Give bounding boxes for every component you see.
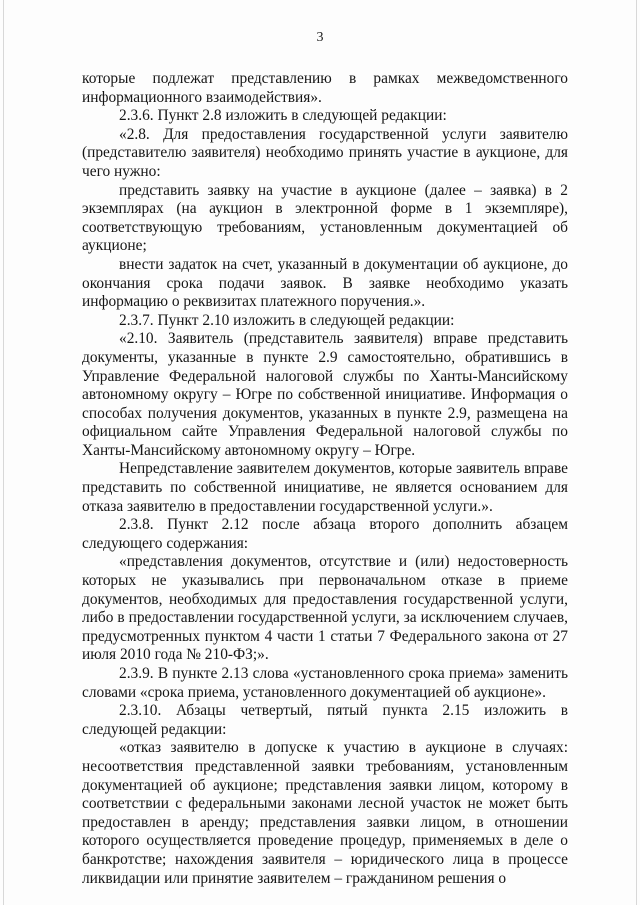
paragraph: Непредставление заявителем документов, которые заявитель вправе представить по собственной инициативе, не является основанием для отказа заявителю в предоставлении государственной услуги.». xyxy=(82,460,568,515)
page-number: 3 xyxy=(316,30,324,45)
paragraph: внести задаток на счет, указанный в документации об аукционе, до окончания срока подачи заявок. В заявке необходимо указать информацию о реквизитах платежного поручения.». xyxy=(82,255,568,311)
paragraph: 2.3.9. В пункте 2.13 слова «установленного срока приема» заменить словами «срока приема, установленного документацией об аукционе». xyxy=(82,665,568,701)
paragraph: 2.3.8. Пункт 2.12 после абзаца второго дополнить абзацем следующего содержания: xyxy=(82,516,568,552)
paragraph: «отказ заявителю в допуске к участию в аукционе в случаях: несоответствия представленной заявки требованиям, установленным документацией об аукционе; представления заявки лицом, которому в соответствии с федеральными законами лесной участок не может быть предоставлен в аренду; представления заявки лицом, в отношении которого осуществляется проведение процедур, применяемых в деле о банкротстве; нахождения заявителя – юридического лица в процессе ликвидации или принятие заявителем – гражданином решения о xyxy=(82,739,568,887)
paragraph: 2.3.10. Абзацы четвертый, пятый пункта 2.15 изложить в следующей редакции: xyxy=(82,702,568,738)
paragraph: представить заявку на участие в аукционе (далее – заявка) в 2 экземплярах (на аукцион в электронной форме в 1 экземпляре), соответствующую требованиям, установленным документацией об аукционе; xyxy=(82,181,568,255)
paragraph: «представления документов, отсутствие и (или) недостоверность которых не указывались при первоначальном отказе в приеме документов, необходимых для предоставления государственной услуги, либо в предоставлении государственной услуги, за исключением случаев, предусмотренных пунктом 4 части 1 статьи 7 Федерального закона от 27 июля 2010 года № 210-ФЗ;». xyxy=(82,553,568,664)
scan-edge-left xyxy=(3,0,4,905)
scan-edge-right xyxy=(636,0,637,905)
paragraph: «2.8. Для предоставления государственной услуги заявителю (представителю заявителя) необходимо принять участие в аукционе, для чего нужно: xyxy=(82,125,568,180)
document-body xyxy=(82,70,568,888)
paragraph: которые подлежат представлению в рамках межведомственного информационного взаимодействия». xyxy=(82,70,568,106)
paragraph: 2.3.7. Пункт 2.10 изложить в следующей редакции: xyxy=(119,311,455,329)
paragraph: «2.10. Заявитель (представитель заявителя) вправе представить документы, указанные в пункте 2.9 самостоятельно, обратившись в Управление Федеральной налоговой службы по Ханты-Мансийскому автономному округу – Югре по собственной инициативе. Информация о способах получения документов, указанных в пункте 2.9, размещена на официальном сайте Управления Федеральной налоговой службы по Ханты-Мансийскому автономному округу – Югре. xyxy=(82,330,568,459)
paragraph: 2.3.6. Пункт 2.8 изложить в следующей редакции: xyxy=(119,107,447,125)
